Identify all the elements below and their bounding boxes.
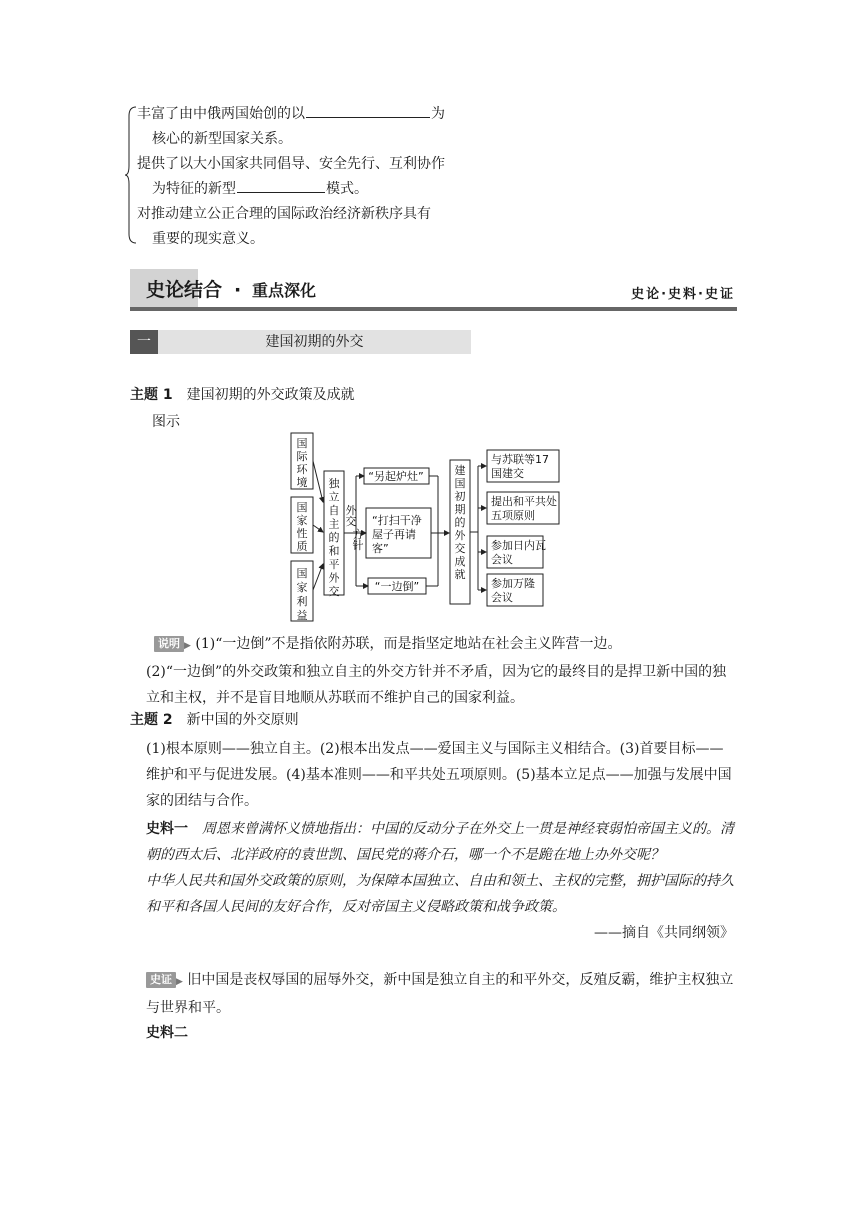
diagram-box-national-nature: 国家性质: [296, 501, 308, 553]
figure-label: 图示: [152, 414, 180, 430]
source1-label: 史料一: [146, 821, 188, 837]
diagram-label-guideline-2: 方针: [352, 528, 364, 552]
subsection-title: 建国初期的外交: [265, 334, 364, 350]
diagram-box-achievements: 建国初期的外交成就: [454, 464, 466, 581]
diagram-box-lingqi: “另起炉灶”: [368, 470, 424, 483]
fill-blank[interactable]: [306, 116, 430, 118]
fill-blank[interactable]: [237, 191, 325, 193]
diagram-box-dasao: “打扫干净屋子再请客”: [372, 514, 422, 555]
source1-para2: 中华人民共和国外交政策的原则，为保障本国独立、自由和领土、主权的完整，拥护国际的持久和平和各国人民间的友好合作，反对帝国主义侵略政策和战争政策。: [146, 873, 734, 915]
section-right-label: 史论·史料·史证: [631, 287, 735, 302]
section-subtitle: 重点深化: [252, 281, 317, 300]
evidence-text: 旧中国是丧权辱国的屈辱外交，新中国是独立自主的和平外交，反殖反霸，维护主权独立与世界和平。: [146, 972, 734, 1016]
diagram-box-national-interest: 国家利益: [296, 567, 308, 622]
curly-brace-icon: [124, 104, 140, 246]
topic2-label: 主题 2: [130, 712, 173, 728]
foreign-policy-diagram: [288, 430, 564, 626]
diagram-box-17-countries: 与苏联等17 国建交: [491, 453, 549, 480]
topic1-heading: [130, 386, 355, 404]
evidence-block: [130, 967, 734, 1021]
brace-item-2-line1: 提供了以大小国家共同倡导、安全先行、互利协作: [137, 156, 445, 172]
source1-block: [130, 816, 734, 946]
diagram-box-geneva: 参加日内瓦会议: [491, 539, 546, 566]
source1-text1: 周恩来曾满怀义愤地指出：中国的反动分子在外交上一贯是神经衰弱怕帝国主义的。清朝的西太后、北洋政府的袁世凯、国民党的蒋介石，哪一个不是跪在地上办外交呢？: [146, 821, 734, 863]
topic2-title: 新中国的外交原则: [186, 712, 299, 728]
brace-item-3-line2: 重要的现实意义。: [152, 231, 264, 247]
section-title: 史论结合: [146, 279, 223, 301]
section-header: [130, 269, 737, 311]
arrow-right-icon: ▶: [176, 977, 183, 987]
brace-item-1-line2: 核心的新型国家关系。: [152, 131, 292, 147]
diagram-box-bandung: 参加万隆会议: [491, 577, 535, 604]
section-dot: ·: [234, 279, 242, 301]
subsection-number: [130, 330, 158, 354]
brace-item-3-line1: 对推动建立公正合理的国际政治经济新秩序具有: [137, 206, 431, 222]
source1-citation: ——摘自《共同纲领》: [594, 925, 734, 941]
diagram-box-international: 国际环境: [296, 437, 308, 489]
brace-item-1-line1: 丰富了由中俄两国始创的以 为: [137, 106, 445, 122]
note-line2: (2)“一边倒”的外交政策和独立自主的外交方针并不矛盾，因为它的最终目的是捍卫新中国的独立和主权，并不是盲目地顺从苏联而不维护自己的国家利益。: [146, 664, 727, 706]
topic1-label: 主题 1: [130, 387, 173, 403]
topic2-principles: (1)根本原则——独立自主。(2)根本出发点——爱国主义与国际主义相结合。(3)首要目标——维护和平与促进发展。(4)基本准则——和平共处五项原则。(5)基本立足点——加强与发展中国家的团结与合作。: [146, 741, 732, 809]
diagram-box-five-principles: 提出和平共处五项原则: [491, 495, 557, 522]
topic1-title: 建国初期的外交政策及成就: [186, 387, 355, 403]
topic2-heading: [130, 711, 299, 729]
arrow-right-icon: ▶: [184, 641, 191, 651]
source1-para1: [146, 816, 734, 868]
subsection-number-text: 一: [137, 334, 151, 350]
diagram-label-guideline-1: 外交: [345, 504, 357, 528]
brace-item-2-line2: 为特征的新型 模式。: [152, 181, 368, 197]
subsection-header: [130, 330, 471, 354]
note-badge: 说明: [154, 636, 184, 652]
diagram-box-policy: 独立自主的和平外交: [328, 477, 340, 598]
diagram-box-yibiandao: “一边倒”: [374, 580, 420, 593]
note-block: [130, 631, 734, 711]
section-rule: [130, 307, 737, 311]
source2-label: 史料二: [146, 1025, 188, 1041]
note-line1: (1)“一边倒”不是指依附苏联，而是指坚定地站在社会主义阵营一边。: [195, 636, 622, 652]
evidence-badge: 史证: [146, 972, 176, 988]
